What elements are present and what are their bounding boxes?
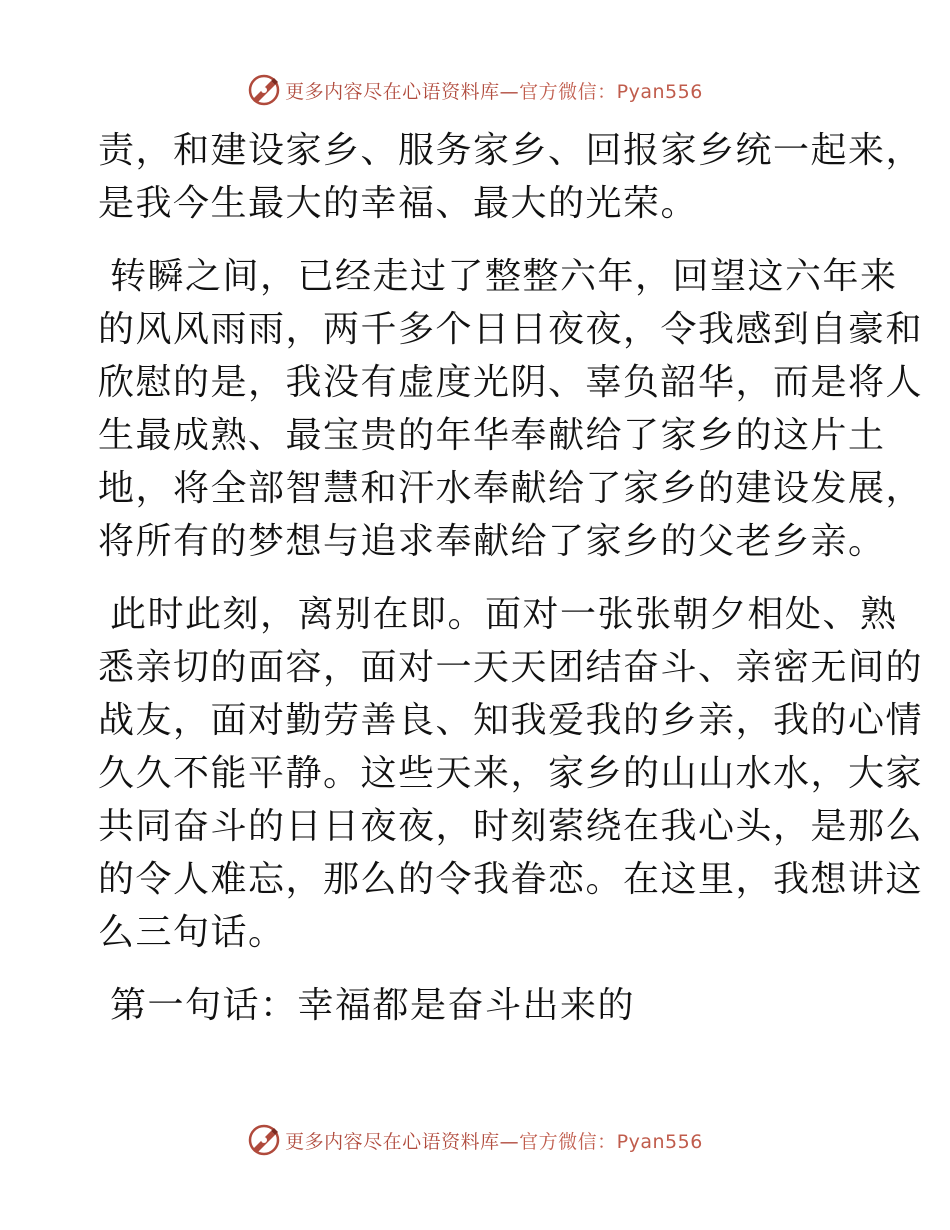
text-line: 责，和建设家乡、服务家乡、回报家乡统一起来，: [98, 130, 924, 171]
banner-dash: —: [499, 1130, 520, 1153]
text-line: 欣慰的是，我没有虚度光阴、辜负韶华，而是将人: [98, 362, 924, 403]
document-body: [98, 124, 924, 1052]
text-line: 将所有的梦想与追求奉献给了家乡的父老乡亲。: [98, 521, 886, 562]
banner-text: [285, 77, 703, 104]
paragraph: [98, 250, 924, 568]
text-line: 第一句话：幸福都是奋斗出来的: [110, 985, 636, 1026]
text-line: 地，将全部智慧和汗水奉献给了家乡的建设发展，: [98, 468, 924, 509]
section-heading: [98, 979, 858, 1032]
text-line: 转瞬之间，已经走过了整整六年，回望这六年来: [110, 256, 898, 297]
text-line: 生最成熟、最宝贵的年华奉献给了家乡的这片土: [98, 415, 886, 456]
banner-slogan: 更多内容尽在心语资料库: [285, 1130, 500, 1153]
header-banner: [0, 70, 950, 110]
text-line: 此时此刻，离别在即。面对一张张朝夕相处、熟: [110, 594, 898, 635]
text-line: 是我今生最大的幸福、最大的光荣。: [98, 183, 699, 224]
pen-logo-icon: [247, 1123, 281, 1157]
banner-dash: —: [499, 80, 520, 103]
text-line: 的令人难忘，那么的令我眷恋。在这里，我想讲这: [98, 859, 924, 900]
banner-text: [285, 1127, 703, 1154]
footer-banner: [0, 1120, 950, 1160]
text-line: 久久不能平静。这些天来，家乡的山山水水，大家: [98, 753, 924, 794]
text-line: 战友，面对勤劳善良、知我爱我的乡亲，我的心情: [98, 700, 924, 741]
text-line: 悉亲切的面容，面对一天天团结奋斗、亲密无间的: [98, 647, 924, 688]
text-line: 共同奋斗的日日夜夜，时刻萦绕在我心头，是那么: [98, 806, 924, 847]
banner-wechat: 官方微信：Pyan556: [519, 80, 703, 103]
paragraph: [98, 588, 924, 959]
banner-wechat: 官方微信：Pyan556: [519, 1130, 703, 1153]
text-line: 么三句话。: [98, 912, 286, 953]
text-line: 的风风雨雨，两千多个日日夜夜，令我感到自豪和: [98, 309, 924, 350]
pen-logo-icon: [247, 73, 281, 107]
banner-slogan: 更多内容尽在心语资料库: [285, 80, 500, 103]
paragraph: [98, 124, 924, 230]
